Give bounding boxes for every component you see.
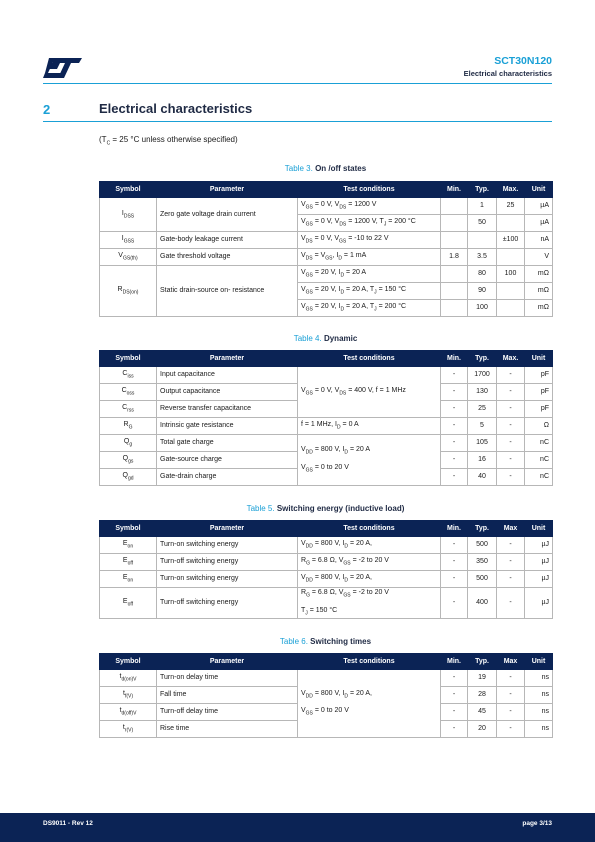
section-number: 2 [43,102,51,117]
table-switching-times [99,653,553,738]
table-row: $Q_{gs}$ Gate-source charge - 16 - nC [100,452,553,469]
table6-caption: Table 6. Switching times [279,637,372,646]
page-header [464,55,552,78]
table-row: $I_{DSS}$ Zero gate voltage drain current $V_{GS} = 0$ V, $V_{DS} = 1200$ V 1 25 µA [100,198,553,215]
table-switching-energy [99,520,553,619]
table-dynamic [99,350,553,486]
table-header-row: Symbol Parameter Test conditions Min. Typ. Max Unit [100,521,553,537]
table-row: $Q_g$ Total gate charge $V_{DD} = 800$ V, $I_D = 20$ A $V_{GS} = 0$ to 20 V - 105 - nC [100,435,553,452]
header-section-name: Electrical characteristics [463,69,552,78]
table-row: $E_{off}$ Turn-off switching energy $R_G = 6.8$ Ω, $V_{GS} = -2$ to 20 V $T_J = 150$ °C - 400 - µJ [100,588,553,619]
table-row: $E_{on}$ Turn-on switching energy $V_{DD} = 800$ V, $I_D = 20$ A, - 500 - µJ [100,571,553,588]
table-on-off-states [99,181,553,317]
table-row: $t_{d(on)V}$ Turn-on delay time $V_{DD} = 800$ V, $I_D = 20$ A, $V_{GS} = 0$ to 20 V - 19 - ns [100,670,553,687]
table4-caption: Table 4. Dynamic [293,334,358,343]
doc-id: SCT30N120 [494,55,552,67]
table-row: $V_{GS(th)}$ Gate threshold voltage $V_{DS} = V_{GS}$, $I_D = 1$ mA 1.8 3.5 V [100,249,553,266]
table-row: $V_{GS} = 20$ V, $I_D = 20$ A, $T_J = 200$ °C 100 mΩ [100,300,553,317]
section-divider [43,121,552,122]
table-row: $V_{GS} = 0$ V, $V_{DS} = 1200$ V, $T_J = 200$ °C 50 µA [100,215,553,232]
table-row: $R_{DS(on)}$ Static drain-source on- resistance $V_{GS} = 20$ V, $I_D = 20$ A 80 100 mΩ [100,266,553,283]
table-row: $V_{GS} = 20$ V, $I_D = 20$ A, $T_J = 150$ °C 90 mΩ [100,283,553,300]
st-logo-icon [43,57,83,79]
table-row: $C_{rss}$ Reverse transfer capacitance - 25 - pF [100,401,553,418]
table-row: $t_{d(off)V}$ Turn-off delay time - 45 - ns [100,704,553,721]
footer-doc-revision: DS9011 - Rev 12 [43,820,93,827]
table-row: $t_{f(V)}$ Fall time - 28 - ns [100,687,553,704]
table-row: $E_{on}$ Turn-on switching energy $V_{DD} = 800$ V, $I_D = 20$ A, - 500 - µJ [100,537,553,554]
table3-caption: Table 3. On /off states [284,164,367,173]
footer-page-number: page 3/13 [522,820,552,827]
table-row: $Q_{gd}$ Gate-drain charge - 40 - nC [100,469,553,486]
table-row: $C_{iss}$ Input capacitance $V_{GS} = 0$ V, $V_{DS} = 400$ V, f = 1 MHz - 1700 - pF [100,367,553,384]
table-row: $R_G$ Intrinsic gate resistance f = 1 MHz, $I_D = 0$ A - 5 - Ω [100,418,553,435]
table5-caption: Table 5. Switching energy (inductive load) [246,504,405,513]
table-row: $t_{r(V)}$ Rise time - 20 - ns [100,721,553,738]
table-row: $I_{GSS}$ Gate-body leakage current $V_{DS} = 0$ V, $V_{GS} = -10$ to 22 V ±100 nA [100,232,553,249]
section-title: Electrical characteristics [99,101,253,116]
test-condition-note: ($T_C = 25$ °C unless otherwise specified) [99,135,238,147]
header-divider [43,83,552,84]
table-header-row: Symbol Parameter Test conditions Min. Typ. Max. Unit [100,182,553,198]
table-row: $C_{oss}$ Output capacitance - 130 - pF [100,384,553,401]
table-row: $E_{off}$ Turn-off switching energy $R_G = 6.8$ Ω, $V_{GS} = -2$ to 20 V - 350 - µJ [100,554,553,571]
table-header-row: Symbol Parameter Test conditions Min. Typ. Max. Unit [100,351,553,367]
table-header-row: Symbol Parameter Test conditions Min. Typ. Max Unit [100,654,553,670]
